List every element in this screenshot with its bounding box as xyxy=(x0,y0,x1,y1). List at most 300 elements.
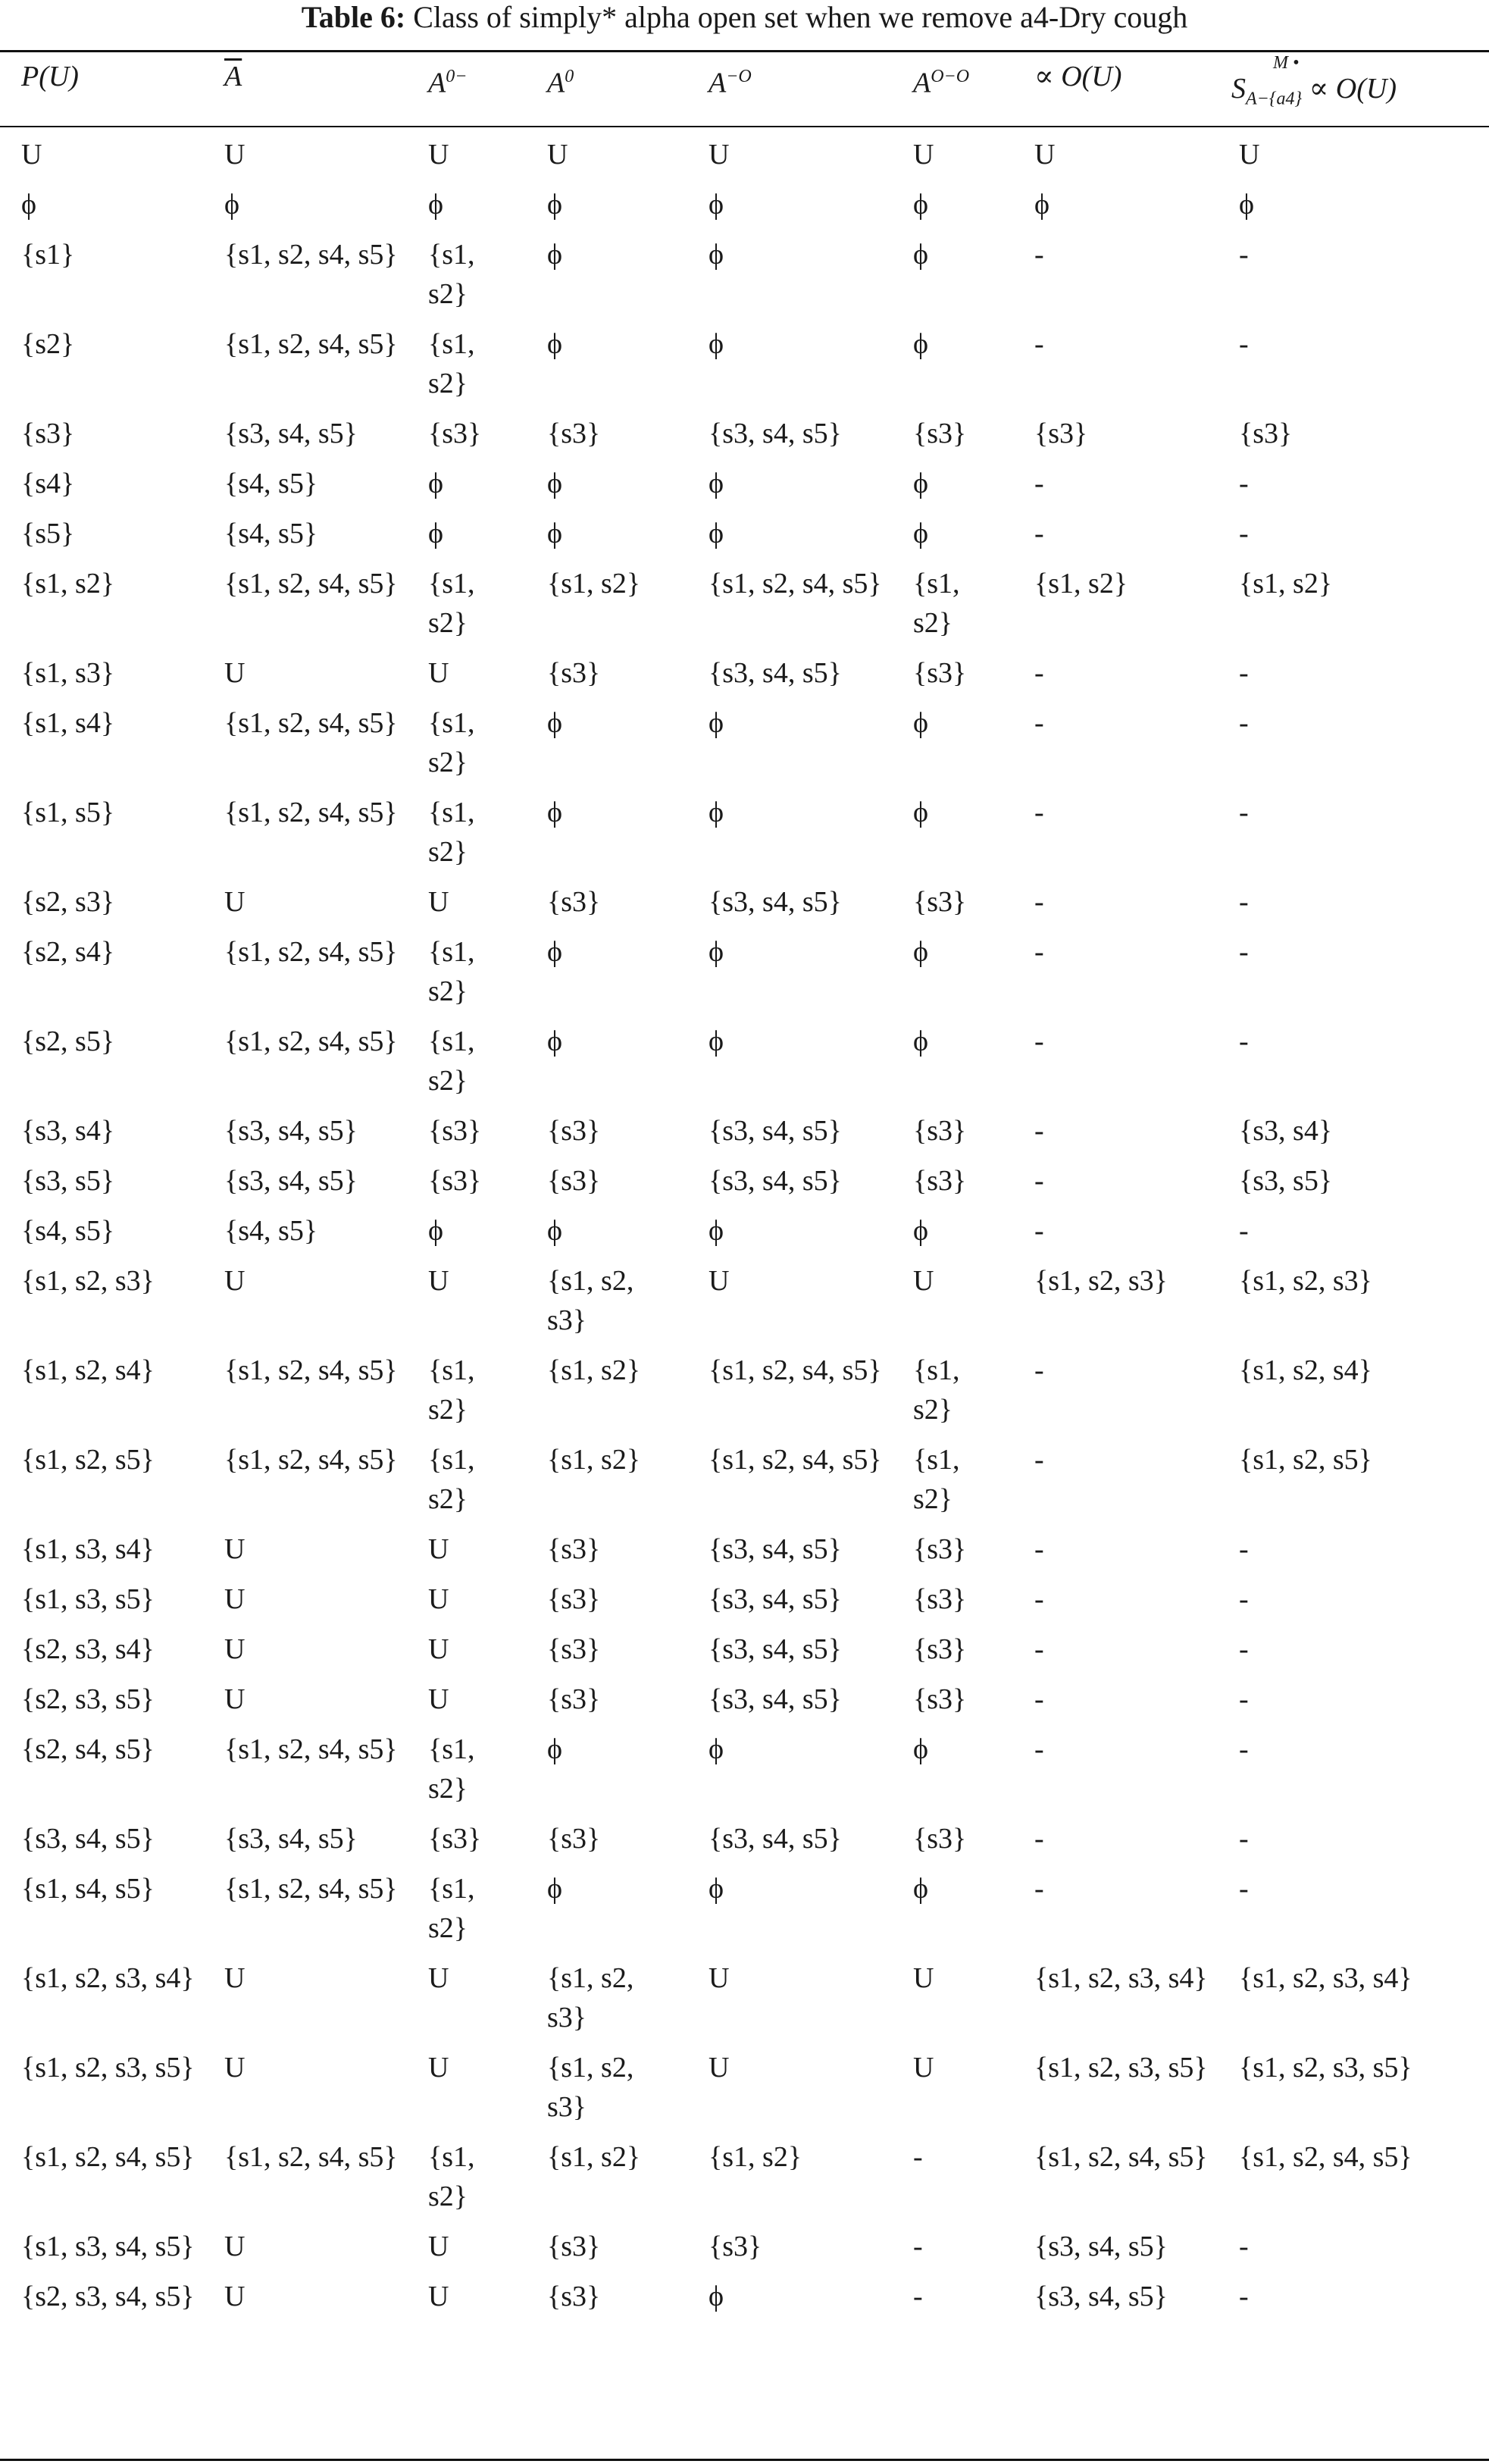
cell-a-minus-o: ϕ xyxy=(709,189,724,221)
cell-simply-alpha-open: - xyxy=(1239,936,1249,968)
cell-closure: {s1, s2, s4, s5} xyxy=(224,568,398,600)
cell-closure: {s4, s5} xyxy=(224,1215,318,1247)
cell-a-0: {s3} xyxy=(547,1823,601,1855)
cell-a-minus-o: {s3, s4, s5} xyxy=(709,1165,842,1197)
table-row xyxy=(0,1111,1489,1161)
cell-alpha-open: {s1, s2, s3} xyxy=(1034,1265,1168,1297)
cell-closure: {s1, s2, s4, s5} xyxy=(224,2141,398,2173)
cell-a-0-minus: U xyxy=(428,139,449,171)
cell-a-minus-o: U xyxy=(709,2052,730,2084)
table-caption xyxy=(0,0,1489,38)
cell-a-0-minus: {s1, s2} xyxy=(428,239,475,310)
cell-a-minus-o: {s1, s2} xyxy=(709,2141,802,2173)
cell-power-set: {s3, s4} xyxy=(21,1115,115,1147)
cell-a-o-minus-o: {s1, s2} xyxy=(913,1444,960,1515)
cell-closure: {s3, s4, s5} xyxy=(224,1823,358,1855)
cell-simply-alpha-open: - xyxy=(1239,328,1249,360)
cell-power-set: {s1, s4} xyxy=(21,707,115,739)
cell-closure: {s1, s2, s4, s5} xyxy=(224,1873,398,1905)
cell-a-0-minus: {s1, s2} xyxy=(428,1444,475,1515)
cell-closure: U xyxy=(224,657,246,689)
cell-power-set: {s5} xyxy=(21,518,75,549)
table-row xyxy=(0,703,1489,793)
header-closure: $\overline{A}$ xyxy=(224,61,242,92)
cell-a-minus-o: ϕ xyxy=(709,1733,724,1765)
cell-a-o-minus-o: ϕ xyxy=(913,1873,929,1905)
cell-closure: {s3, s4, s5} xyxy=(224,1165,358,1197)
cell-alpha-open: - xyxy=(1034,1165,1044,1197)
table-row xyxy=(0,2048,1489,2137)
cell-closure: U xyxy=(224,886,246,918)
cell-a-0: {s3} xyxy=(547,1683,601,1715)
table-title: Class of simply* alpha open set when we remove a4-Dry cough xyxy=(413,0,1188,34)
cell-alpha-open: - xyxy=(1034,1115,1044,1147)
cell-a-0: ϕ xyxy=(547,1733,563,1765)
cell-a-o-minus-o: {s3} xyxy=(913,1583,967,1615)
cell-a-0-minus: ϕ xyxy=(428,189,444,221)
cell-a-minus-o: {s3, s4, s5} xyxy=(709,1583,842,1615)
cell-alpha-open: - xyxy=(1034,1583,1044,1615)
cell-a-0-minus: {s1, s2} xyxy=(428,1354,475,1426)
cell-power-set: {s1, s2} xyxy=(21,568,115,600)
cell-alpha-open: - xyxy=(1034,657,1044,689)
cell-a-o-minus-o: ϕ xyxy=(913,1025,929,1057)
cell-a-0-minus: {s3} xyxy=(428,1823,482,1855)
cell-a-minus-o: ϕ xyxy=(709,328,724,360)
cell-power-set: ϕ xyxy=(21,189,37,221)
cell-closure: U xyxy=(224,1583,246,1615)
cell-alpha-open: - xyxy=(1034,1733,1044,1765)
cell-a-0: {s3} xyxy=(547,1633,601,1665)
cell-power-set: {s2, s4} xyxy=(21,936,115,968)
cell-a-minus-o: {s3} xyxy=(709,2231,762,2262)
table-row xyxy=(0,1680,1489,1730)
cell-a-o-minus-o: ϕ xyxy=(913,189,929,221)
cell-a-0-minus: U xyxy=(428,886,449,918)
cell-simply-alpha-open: {s3, s5} xyxy=(1239,1165,1333,1197)
table-row xyxy=(0,793,1489,882)
table-row xyxy=(0,1869,1489,1958)
cell-a-0: {s1, s2, s3} xyxy=(547,2052,634,2123)
cell-a-o-minus-o: {s1, s2} xyxy=(913,1354,960,1426)
cell-closure: U xyxy=(224,2052,246,2084)
cell-a-o-minus-o: {s3} xyxy=(913,1165,967,1197)
cell-closure: U xyxy=(224,1265,246,1297)
cell-power-set: {s4, s5} xyxy=(21,1215,115,1247)
cell-a-0-minus: {s1, s2} xyxy=(428,1025,475,1097)
cell-a-0-minus: {s1, s2} xyxy=(428,328,475,399)
cell-a-0-minus: ϕ xyxy=(428,468,444,499)
table-row xyxy=(0,235,1489,324)
cell-power-set: {s1, s3, s4} xyxy=(21,1533,155,1565)
cell-simply-alpha-open: {s3} xyxy=(1239,418,1293,449)
cell-a-0: ϕ xyxy=(547,518,563,549)
cell-simply-alpha-open: - xyxy=(1239,2281,1249,2312)
cell-closure: {s1, s2, s4, s5} xyxy=(224,936,398,968)
cell-a-minus-o: {s3, s4, s5} xyxy=(709,886,842,918)
table-row xyxy=(0,1580,1489,1630)
cell-simply-alpha-open: - xyxy=(1239,1823,1249,1855)
header-rule xyxy=(0,126,1489,127)
cell-a-minus-o: {s1, s2, s4, s5} xyxy=(709,568,882,600)
cell-simply-alpha-open: - xyxy=(1239,1733,1249,1765)
cell-a-o-minus-o: {s3} xyxy=(913,657,967,689)
cell-a-o-minus-o: {s3} xyxy=(913,886,967,918)
cell-simply-alpha-open: - xyxy=(1239,657,1249,689)
cell-alpha-open: {s3, s4, s5} xyxy=(1034,2231,1168,2262)
cell-a-o-minus-o: {s3} xyxy=(913,1683,967,1715)
cell-closure: {s1, s2, s4, s5} xyxy=(224,707,398,739)
cell-a-minus-o: {s1, s2, s4, s5} xyxy=(709,1444,882,1476)
cell-simply-alpha-open: - xyxy=(1239,1215,1249,1247)
table-row xyxy=(0,1529,1489,1580)
cell-closure: U xyxy=(224,2281,246,2312)
table-label: Table 6: xyxy=(301,0,406,34)
table-row xyxy=(0,882,1489,932)
cell-power-set: {s1, s3} xyxy=(21,657,115,689)
cell-power-set: {s3, s4, s5} xyxy=(21,1823,155,1855)
cell-a-minus-o: {s3, s4, s5} xyxy=(709,1533,842,1565)
cell-alpha-open: - xyxy=(1034,239,1044,271)
cell-a-0-minus: U xyxy=(428,2231,449,2262)
header-a-0-minus: $A^{0-}$ xyxy=(428,67,468,99)
cell-alpha-open: - xyxy=(1034,468,1044,499)
cell-power-set: {s4} xyxy=(21,468,75,499)
bottom-rule xyxy=(0,2459,1489,2461)
cell-a-0: U xyxy=(547,139,568,171)
table-row xyxy=(0,1261,1489,1351)
cell-a-0: {s1, s2} xyxy=(547,1354,641,1386)
cell-a-o-minus-o: {s3} xyxy=(913,1533,967,1565)
table-row xyxy=(0,324,1489,414)
cell-alpha-open: - xyxy=(1034,1215,1044,1247)
table-row xyxy=(0,2137,1489,2227)
cell-a-0: {s3} xyxy=(547,1533,601,1565)
table-row xyxy=(0,514,1489,564)
cell-a-0: ϕ xyxy=(547,797,563,828)
cell-alpha-open: {s1, s2, s3, s4} xyxy=(1034,1962,1208,1994)
header-a-0: $A^0$ xyxy=(547,67,574,99)
cell-simply-alpha-open: ϕ xyxy=(1239,189,1255,221)
cell-a-0: {s3} xyxy=(547,418,601,449)
table-row xyxy=(0,2227,1489,2277)
cell-alpha-open: - xyxy=(1034,1683,1044,1715)
cell-a-o-minus-o: - xyxy=(913,2141,923,2173)
cell-simply-alpha-open: - xyxy=(1239,797,1249,828)
cell-alpha-open: - xyxy=(1034,797,1044,828)
cell-alpha-open: {s3} xyxy=(1034,418,1088,449)
cell-simply-alpha-open: - xyxy=(1239,1873,1249,1905)
header-a-o-minus-o: $A^{O-O}$ xyxy=(913,67,970,99)
cell-a-o-minus-o: ϕ xyxy=(913,239,929,271)
cell-a-0-minus: {s1, s2} xyxy=(428,1733,475,1805)
cell-power-set: {s1, s3, s4, s5} xyxy=(21,2231,195,2262)
cell-a-0: {s1, s2, s3} xyxy=(547,1962,634,2034)
cell-a-minus-o: ϕ xyxy=(709,707,724,739)
cell-a-0: ϕ xyxy=(547,707,563,739)
table-row xyxy=(0,1958,1489,2048)
cell-a-o-minus-o: ϕ xyxy=(913,1215,929,1247)
cell-closure: {s1, s2, s4, s5} xyxy=(224,1025,398,1057)
cell-a-0-minus: U xyxy=(428,2052,449,2084)
cell-a-minus-o: {s1, s2, s4, s5} xyxy=(709,1354,882,1386)
cell-power-set: {s2, s3, s4, s5} xyxy=(21,2281,195,2312)
table-row xyxy=(0,1211,1489,1261)
cell-a-minus-o: ϕ xyxy=(709,468,724,499)
cell-power-set: {s2, s4, s5} xyxy=(21,1733,155,1765)
cell-simply-alpha-open: - xyxy=(1239,1533,1249,1565)
cell-simply-alpha-open: {s1, s2, s4, s5} xyxy=(1239,2141,1412,2173)
table-row xyxy=(0,1022,1489,1111)
cell-closure: {s4, s5} xyxy=(224,468,318,499)
cell-a-0-minus: ϕ xyxy=(428,518,444,549)
table-row xyxy=(0,464,1489,514)
cell-alpha-open: - xyxy=(1034,1354,1044,1386)
cell-a-0-minus: {s1, s2} xyxy=(428,707,475,778)
cell-a-0: ϕ xyxy=(547,189,563,221)
cell-a-0-minus: {s3} xyxy=(428,1165,482,1197)
cell-closure: U xyxy=(224,1633,246,1665)
cell-power-set: {s1, s5} xyxy=(21,797,115,828)
table-row xyxy=(0,1819,1489,1869)
cell-a-0-minus: U xyxy=(428,1533,449,1565)
table-row xyxy=(0,564,1489,653)
cell-a-0: ϕ xyxy=(547,239,563,271)
cell-a-o-minus-o: U xyxy=(913,2052,934,2084)
cell-alpha-open: - xyxy=(1034,1633,1044,1665)
cell-closure: {s1, s2, s4, s5} xyxy=(224,1444,398,1476)
cell-power-set: {s2, s3} xyxy=(21,886,115,918)
cell-a-minus-o: {s3, s4, s5} xyxy=(709,418,842,449)
cell-alpha-open: - xyxy=(1034,1533,1044,1565)
cell-power-set: {s1} xyxy=(21,239,75,271)
table-row xyxy=(0,1351,1489,1440)
cell-alpha-open: - xyxy=(1034,1444,1044,1476)
cell-a-0: {s3} xyxy=(547,2281,601,2312)
header-a-minus-o: $A^{-O}$ xyxy=(709,67,752,99)
cell-a-minus-o: ϕ xyxy=(709,518,724,549)
cell-a-o-minus-o: U xyxy=(913,139,934,171)
cell-closure: U xyxy=(224,1533,246,1565)
table-row xyxy=(0,1161,1489,1211)
cell-alpha-open: {s1, s2, s4, s5} xyxy=(1034,2141,1208,2173)
cell-a-o-minus-o: ϕ xyxy=(913,328,929,360)
header-alpha-open: ∝ O(U) xyxy=(1034,61,1122,92)
cell-a-minus-o: {s3, s4, s5} xyxy=(709,1633,842,1665)
table-row xyxy=(0,932,1489,1022)
cell-simply-alpha-open: {s1, s2, s5} xyxy=(1239,1444,1372,1476)
cell-a-0-minus: {s1, s2} xyxy=(428,2141,475,2212)
cell-a-0-minus: {s3} xyxy=(428,418,482,449)
cell-alpha-open: - xyxy=(1034,328,1044,360)
cell-a-minus-o: ϕ xyxy=(709,2281,724,2312)
cell-simply-alpha-open: {s1, s2, s4} xyxy=(1239,1354,1372,1386)
cell-a-0: ϕ xyxy=(547,1873,563,1905)
cell-simply-alpha-open: - xyxy=(1239,1583,1249,1615)
cell-power-set: {s1, s2, s5} xyxy=(21,1444,155,1476)
cell-alpha-open: {s3, s4, s5} xyxy=(1034,2281,1168,2312)
cell-alpha-open: {s1, s2} xyxy=(1034,568,1128,600)
cell-a-minus-o: ϕ xyxy=(709,1025,724,1057)
table-row xyxy=(0,135,1489,185)
cell-alpha-open: - xyxy=(1034,1025,1044,1057)
cell-a-o-minus-o: {s3} xyxy=(913,1115,967,1147)
cell-a-o-minus-o: {s3} xyxy=(913,1823,967,1855)
cell-a-0: ϕ xyxy=(547,1215,563,1247)
cell-power-set: U xyxy=(21,139,42,171)
cell-alpha-open: - xyxy=(1034,1873,1044,1905)
cell-a-o-minus-o: - xyxy=(913,2231,923,2262)
cell-a-0: {s1, s2} xyxy=(547,2141,641,2173)
cell-power-set: {s1, s2, s4, s5} xyxy=(21,2141,195,2173)
cell-power-set: {s1, s2, s3, s5} xyxy=(21,2052,195,2084)
cell-a-0-minus: U xyxy=(428,1683,449,1715)
cell-closure: {s1, s2, s4, s5} xyxy=(224,1354,398,1386)
cell-a-0-minus: U xyxy=(428,2281,449,2312)
cell-a-0-minus: {s1, s2} xyxy=(428,1873,475,1944)
cell-a-minus-o: ϕ xyxy=(709,936,724,968)
cell-a-0: {s1, s2} xyxy=(547,1444,641,1476)
cell-a-0: {s3} xyxy=(547,1115,601,1147)
cell-alpha-open: - xyxy=(1034,707,1044,739)
cell-a-0-minus: {s1, s2} xyxy=(428,936,475,1007)
cell-closure: {s1, s2, s4, s5} xyxy=(224,797,398,828)
cell-closure: {s4, s5} xyxy=(224,518,318,549)
table-row xyxy=(0,2277,1489,2327)
cell-a-minus-o: {s3, s4, s5} xyxy=(709,1115,842,1147)
cell-a-0-minus: U xyxy=(428,1583,449,1615)
cell-alpha-open: - xyxy=(1034,1823,1044,1855)
cell-a-minus-o: {s3, s4, s5} xyxy=(709,1683,842,1715)
cell-a-0: {s1, s2} xyxy=(547,568,641,600)
cell-a-0-minus: {s1, s2} xyxy=(428,797,475,868)
cell-a-0-minus: U xyxy=(428,1265,449,1297)
cell-power-set: {s1, s2, s4} xyxy=(21,1354,155,1386)
cell-power-set: {s2, s3, s4} xyxy=(21,1633,155,1665)
cell-a-o-minus-o: {s3} xyxy=(913,418,967,449)
cell-alpha-open: {s1, s2, s3, s5} xyxy=(1034,2052,1208,2084)
cell-power-set: {s1, s2, s3, s4} xyxy=(21,1962,195,1994)
cell-simply-alpha-open: {s1, s2, s3} xyxy=(1239,1265,1372,1297)
header-simply-alpha-open: M • $S_{A-\{a4\}} \propto O(U)$ xyxy=(1231,53,1397,109)
cell-a-0: {s1, s2, s3} xyxy=(547,1265,634,1336)
cell-simply-alpha-open: - xyxy=(1239,886,1249,918)
cell-simply-alpha-open: U xyxy=(1239,139,1260,171)
cell-a-o-minus-o: ϕ xyxy=(913,468,929,499)
cell-a-0-minus: {s3} xyxy=(428,1115,482,1147)
cell-a-0: ϕ xyxy=(547,936,563,968)
cell-alpha-open: - xyxy=(1034,518,1044,549)
cell-alpha-open: - xyxy=(1034,886,1044,918)
cell-a-o-minus-o: ϕ xyxy=(913,1733,929,1765)
cell-a-o-minus-o: - xyxy=(913,2281,923,2312)
table-row xyxy=(0,653,1489,703)
cell-closure: ϕ xyxy=(224,189,240,221)
cell-a-0: ϕ xyxy=(547,1025,563,1057)
cell-power-set: {s2} xyxy=(21,328,75,360)
cell-closure: U xyxy=(224,1683,246,1715)
cell-simply-alpha-open: {s3, s4} xyxy=(1239,1115,1333,1147)
cell-simply-alpha-open: - xyxy=(1239,1633,1249,1665)
cell-a-0-minus: ϕ xyxy=(428,1215,444,1247)
cell-a-0-minus: U xyxy=(428,657,449,689)
cell-closure: {s1, s2, s4, s5} xyxy=(224,239,398,271)
cell-alpha-open: - xyxy=(1034,936,1044,968)
cell-a-minus-o: ϕ xyxy=(709,239,724,271)
cell-a-0-minus: U xyxy=(428,1633,449,1665)
cell-power-set: {s2, s3, s5} xyxy=(21,1683,155,1715)
cell-closure: U xyxy=(224,139,246,171)
cell-a-o-minus-o: ϕ xyxy=(913,518,929,549)
cell-simply-alpha-open: {s1, s2, s3, s4} xyxy=(1239,1962,1412,1994)
cell-simply-alpha-open: - xyxy=(1239,518,1249,549)
table-row xyxy=(0,1630,1489,1680)
cell-simply-alpha-open: {s1, s2, s3, s5} xyxy=(1239,2052,1412,2084)
cell-simply-alpha-open: - xyxy=(1239,2231,1249,2262)
cell-simply-alpha-open: - xyxy=(1239,1683,1249,1715)
cell-closure: {s3, s4, s5} xyxy=(224,418,358,449)
cell-a-0-minus: U xyxy=(428,1962,449,1994)
header-power-set: P(U) xyxy=(21,61,79,92)
cell-a-0: {s3} xyxy=(547,657,601,689)
cell-simply-alpha-open: - xyxy=(1239,1025,1249,1057)
cell-a-minus-o: ϕ xyxy=(709,1873,724,1905)
cell-a-minus-o: U xyxy=(709,1265,730,1297)
table-row xyxy=(0,1730,1489,1819)
cell-closure: U xyxy=(224,1962,246,1994)
table-row xyxy=(0,185,1489,235)
cell-a-o-minus-o: U xyxy=(913,1265,934,1297)
cell-a-0: {s3} xyxy=(547,1583,601,1615)
cell-alpha-open: ϕ xyxy=(1034,189,1050,221)
cell-a-o-minus-o: {s3} xyxy=(913,1633,967,1665)
cell-simply-alpha-open: {s1, s2} xyxy=(1239,568,1333,600)
cell-a-0: ϕ xyxy=(547,468,563,499)
cell-a-minus-o: U xyxy=(709,139,730,171)
cell-closure: {s1, s2, s4, s5} xyxy=(224,1733,398,1765)
cell-alpha-open: U xyxy=(1034,139,1056,171)
cell-a-minus-o: {s3, s4, s5} xyxy=(709,1823,842,1855)
cell-a-0: {s3} xyxy=(547,1165,601,1197)
cell-a-0: {s3} xyxy=(547,2231,601,2262)
cell-a-o-minus-o: ϕ xyxy=(913,707,929,739)
cell-power-set: {s3, s5} xyxy=(21,1165,115,1197)
cell-power-set: {s1, s2, s3} xyxy=(21,1265,155,1297)
cell-power-set: {s3} xyxy=(21,418,75,449)
table-row xyxy=(0,1440,1489,1529)
cell-simply-alpha-open: - xyxy=(1239,239,1249,271)
cell-a-0-minus: {s1, s2} xyxy=(428,568,475,639)
cell-closure: {s1, s2, s4, s5} xyxy=(224,328,398,360)
cell-a-minus-o: {s3, s4, s5} xyxy=(709,657,842,689)
cell-a-minus-o: ϕ xyxy=(709,1215,724,1247)
cell-a-0: {s3} xyxy=(547,886,601,918)
table-row xyxy=(0,414,1489,464)
cell-a-0: ϕ xyxy=(547,328,563,360)
top-rule xyxy=(0,50,1489,52)
cell-power-set: {s1, s3, s5} xyxy=(21,1583,155,1615)
cell-simply-alpha-open: - xyxy=(1239,468,1249,499)
cell-power-set: {s1, s4, s5} xyxy=(21,1873,155,1905)
cell-power-set: {s2, s5} xyxy=(21,1025,115,1057)
cell-a-o-minus-o: U xyxy=(913,1962,934,1994)
cell-a-minus-o: U xyxy=(709,1962,730,1994)
cell-closure: U xyxy=(224,2231,246,2262)
cell-simply-alpha-open: - xyxy=(1239,707,1249,739)
cell-a-o-minus-o: {s1, s2} xyxy=(913,568,960,639)
cell-a-minus-o: ϕ xyxy=(709,797,724,828)
cell-a-o-minus-o: ϕ xyxy=(913,936,929,968)
